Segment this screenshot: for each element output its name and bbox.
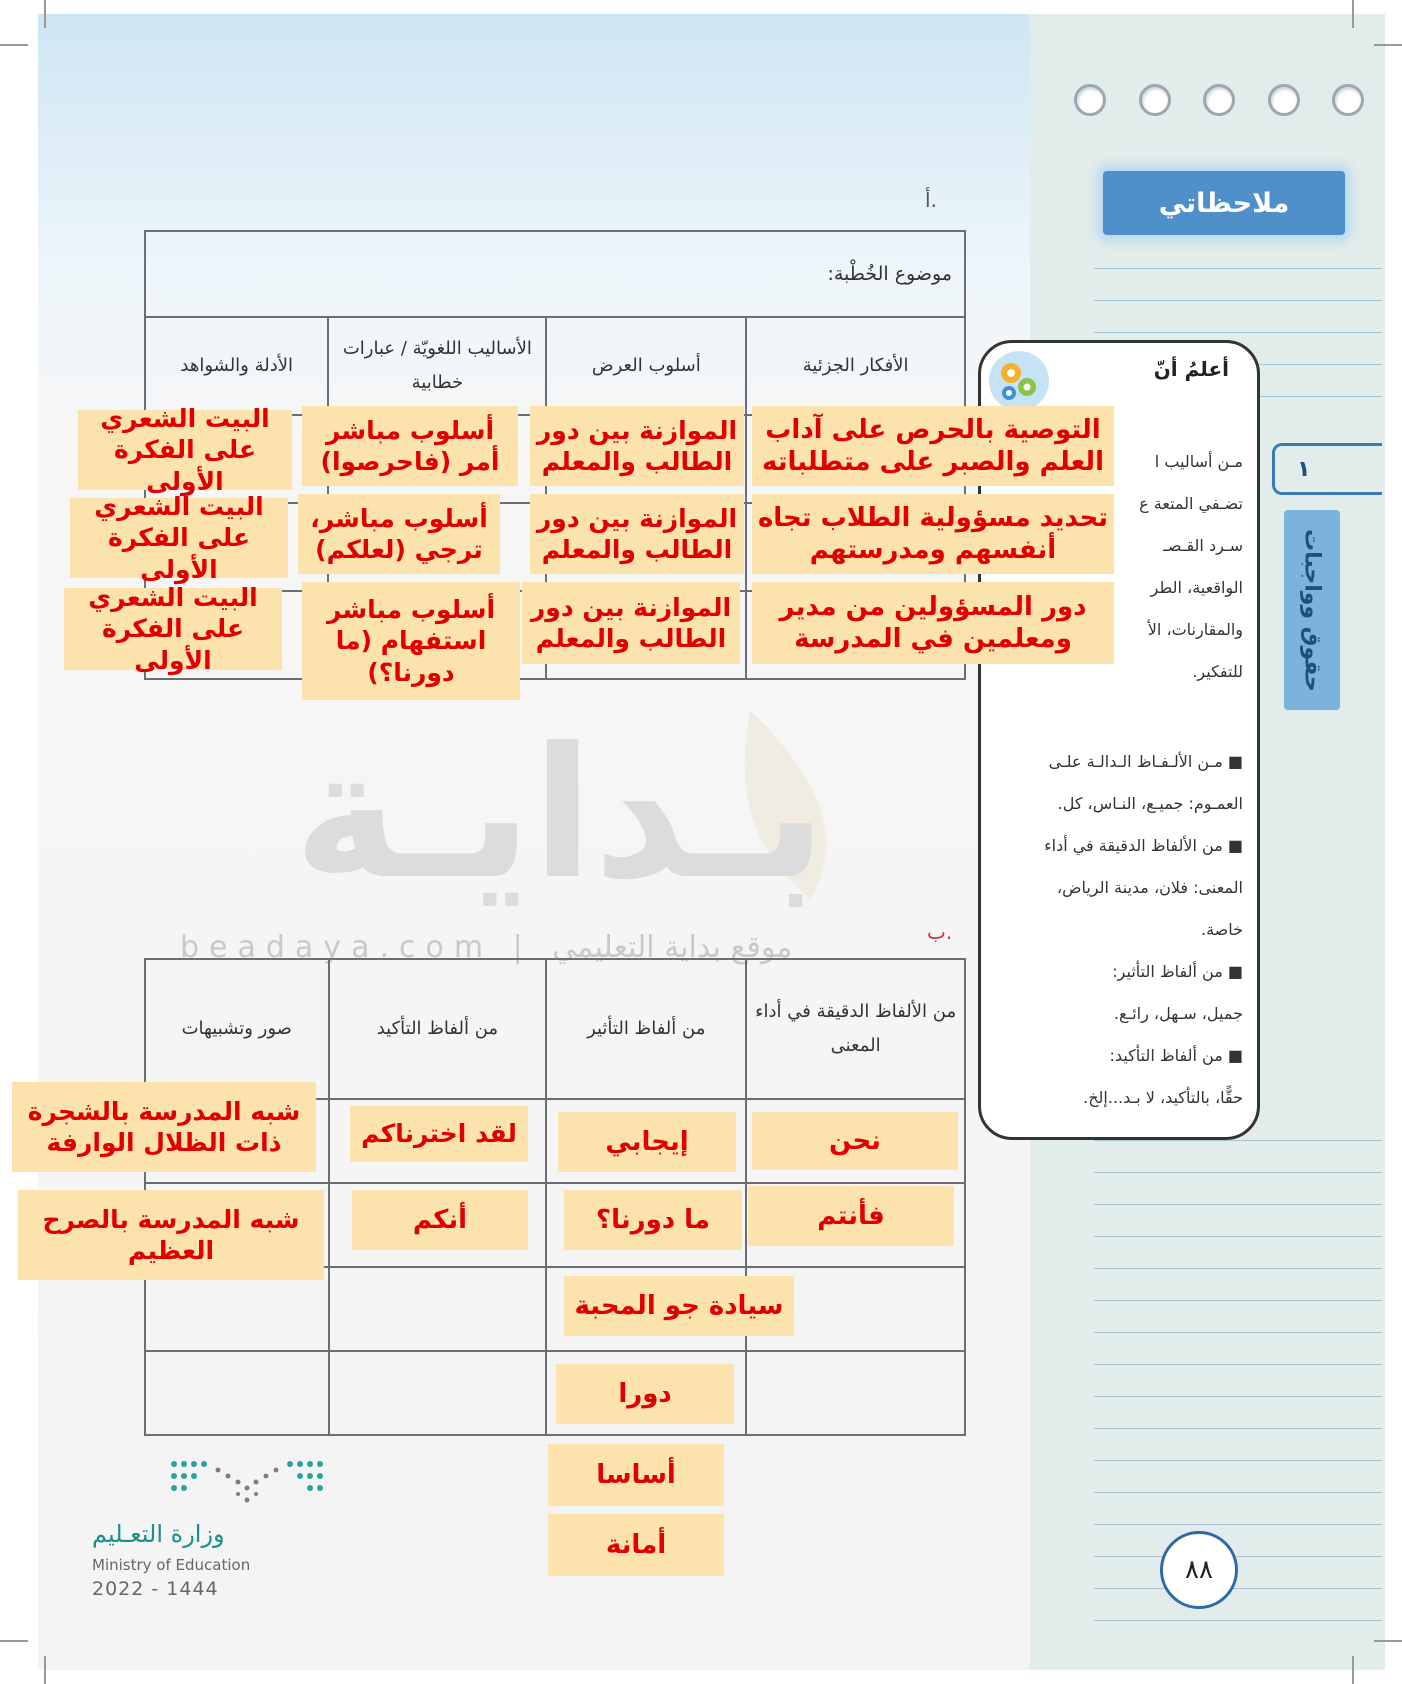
- binder-ring-icon: [1268, 84, 1300, 116]
- answer-b-images-1: شبه المدرسة بالشجرة ذات الظلال الوارفة: [12, 1082, 316, 1172]
- info-line: جميل، سـهل، رائـع.: [1113, 1004, 1243, 1023]
- info-line: مـن أساليب ا: [1154, 452, 1243, 471]
- answer-b-influence-6: أمانة: [548, 1514, 724, 1576]
- answer-b-influence-2: ما دورنا؟: [564, 1190, 742, 1250]
- info-line: حقًّا، بالتأكيد، لا بـد...إلخ.: [1083, 1088, 1243, 1107]
- binder-ring-icon: [1139, 84, 1171, 116]
- answer-a-idea-2: تحديد مسؤولية الطلاب تجاه أنفسهم ومدرستهم: [752, 494, 1114, 574]
- ministry-year: 2022 - 1444: [92, 1578, 219, 1600]
- gears-icon: [989, 351, 1049, 411]
- unit-title: حقوق وواجبات: [1284, 510, 1340, 710]
- info-line: والمقارنات، الأ: [1147, 620, 1243, 639]
- header-language-styles: الأساليب اللغويّة / عبارات خطابية: [328, 317, 546, 415]
- info-line: ■ من ألفاظ التأكيد:: [1109, 1046, 1243, 1065]
- watermark-site: beadaya.com | موقع بداية التعليمي: [180, 930, 793, 965]
- ministry-logo-icon: [168, 1456, 326, 1512]
- answer-a-style-1: أسلوب مباشر أمر (فاحرصوا): [302, 406, 518, 486]
- info-line: تضـفي المتعة ع: [1139, 494, 1243, 513]
- watermark-text: بـدايـة: [293, 710, 827, 919]
- answer-b-influence-5: أساسا: [548, 1444, 724, 1506]
- page-number: ٨٨: [1160, 1531, 1238, 1609]
- info-box-title: أعلمُ أنّ: [1153, 357, 1229, 381]
- answer-a-evidence-3: البيت الشعري على الفكرة الأولى: [64, 588, 282, 670]
- ministry-name-ar: وزارة التعـليم: [92, 1520, 225, 1548]
- unit-number: ١: [1272, 443, 1382, 495]
- answer-a-presentation-3: الموازنة بين دور الطالب والمعلم: [522, 582, 740, 664]
- answer-b-precise-1: نحن: [752, 1112, 958, 1170]
- binder-ring-icon: [1203, 84, 1235, 116]
- answer-a-style-3: أسلوب مباشر استفهام (ما دورنا؟): [302, 582, 520, 700]
- answer-b-images-2: شبه المدرسة بالصرح العظيم: [18, 1190, 324, 1280]
- ministry-name-en: Ministry of Education: [92, 1556, 251, 1574]
- answer-b-influence-4: دورا: [556, 1364, 734, 1424]
- info-line: للتفكير.: [1192, 662, 1243, 681]
- binder-ring-icon: [1332, 84, 1364, 116]
- answer-a-style-2: أسلوب مباشر، ترجي (لعلكم): [298, 494, 500, 574]
- topic-label: موضوع الخُطْبة:: [145, 231, 965, 317]
- info-line: الواقعية، الطر: [1150, 578, 1243, 597]
- info-line: العمـوم: جميـع، النـاس، كل.: [1057, 794, 1243, 813]
- answer-b-emphasis-2: أنكم: [352, 1190, 528, 1250]
- answer-b-emphasis-1: لقد اخترناكم: [350, 1106, 528, 1162]
- section-b-label: ب.: [927, 920, 953, 944]
- info-line: ■ مـن الألـفـاظ الـدالـة علـى: [1048, 752, 1243, 771]
- answer-a-presentation-2: الموازنة بين دور الطالب والمعلم: [530, 494, 744, 574]
- header-precise: من الألفاظ الدقيقة في أداء المعنى: [746, 959, 965, 1099]
- info-line: خاصة.: [1200, 920, 1243, 939]
- header-images: صور وتشبيهات: [145, 959, 329, 1099]
- info-line: ■ من ألفاظ التأثير:: [1112, 962, 1243, 981]
- info-line: ■ من الألفاظ الدقيقة في أداء: [1044, 836, 1243, 855]
- binder-ring-icon: [1074, 84, 1106, 116]
- notes-title: ملاحظاتي: [1103, 171, 1345, 235]
- header-emphasis: من ألفاظ التأكيد: [329, 959, 547, 1099]
- header-influence: من ألفاظ التأثير: [546, 959, 746, 1099]
- header-sub-ideas: الأفكار الجزئية: [746, 317, 965, 415]
- header-evidence: الأدلة والشواهد: [145, 317, 328, 415]
- answer-b-influence-1: إيجابي: [558, 1112, 736, 1172]
- section-a-label: أ.: [925, 188, 937, 212]
- watermark-logo: [210, 700, 910, 930]
- answer-a-evidence-1: البيت الشعري على الفكرة الأولى: [78, 410, 292, 490]
- answer-a-presentation-1: الموازنة بين دور الطالب والمعلم: [530, 406, 744, 486]
- answer-b-influence-3: سيادة جو المحبة: [564, 1276, 794, 1336]
- answer-b-precise-2: فأنتم: [748, 1186, 954, 1246]
- info-line: سـرد القـصـ: [1163, 536, 1243, 555]
- answer-a-idea-3: دور المسؤولين من مدير ومعلمين في المدرسة: [752, 582, 1114, 664]
- info-line: المعنى: فلان، مدينة الرياض،: [1056, 878, 1243, 897]
- answer-a-idea-1: التوصية بالحرص على آداب العلم والصبر على متطلباته: [752, 406, 1114, 486]
- header-presentation: أسلوب العرض: [546, 317, 746, 415]
- answer-a-evidence-2: البيت الشعري على الفكرة الأولى: [70, 498, 288, 578]
